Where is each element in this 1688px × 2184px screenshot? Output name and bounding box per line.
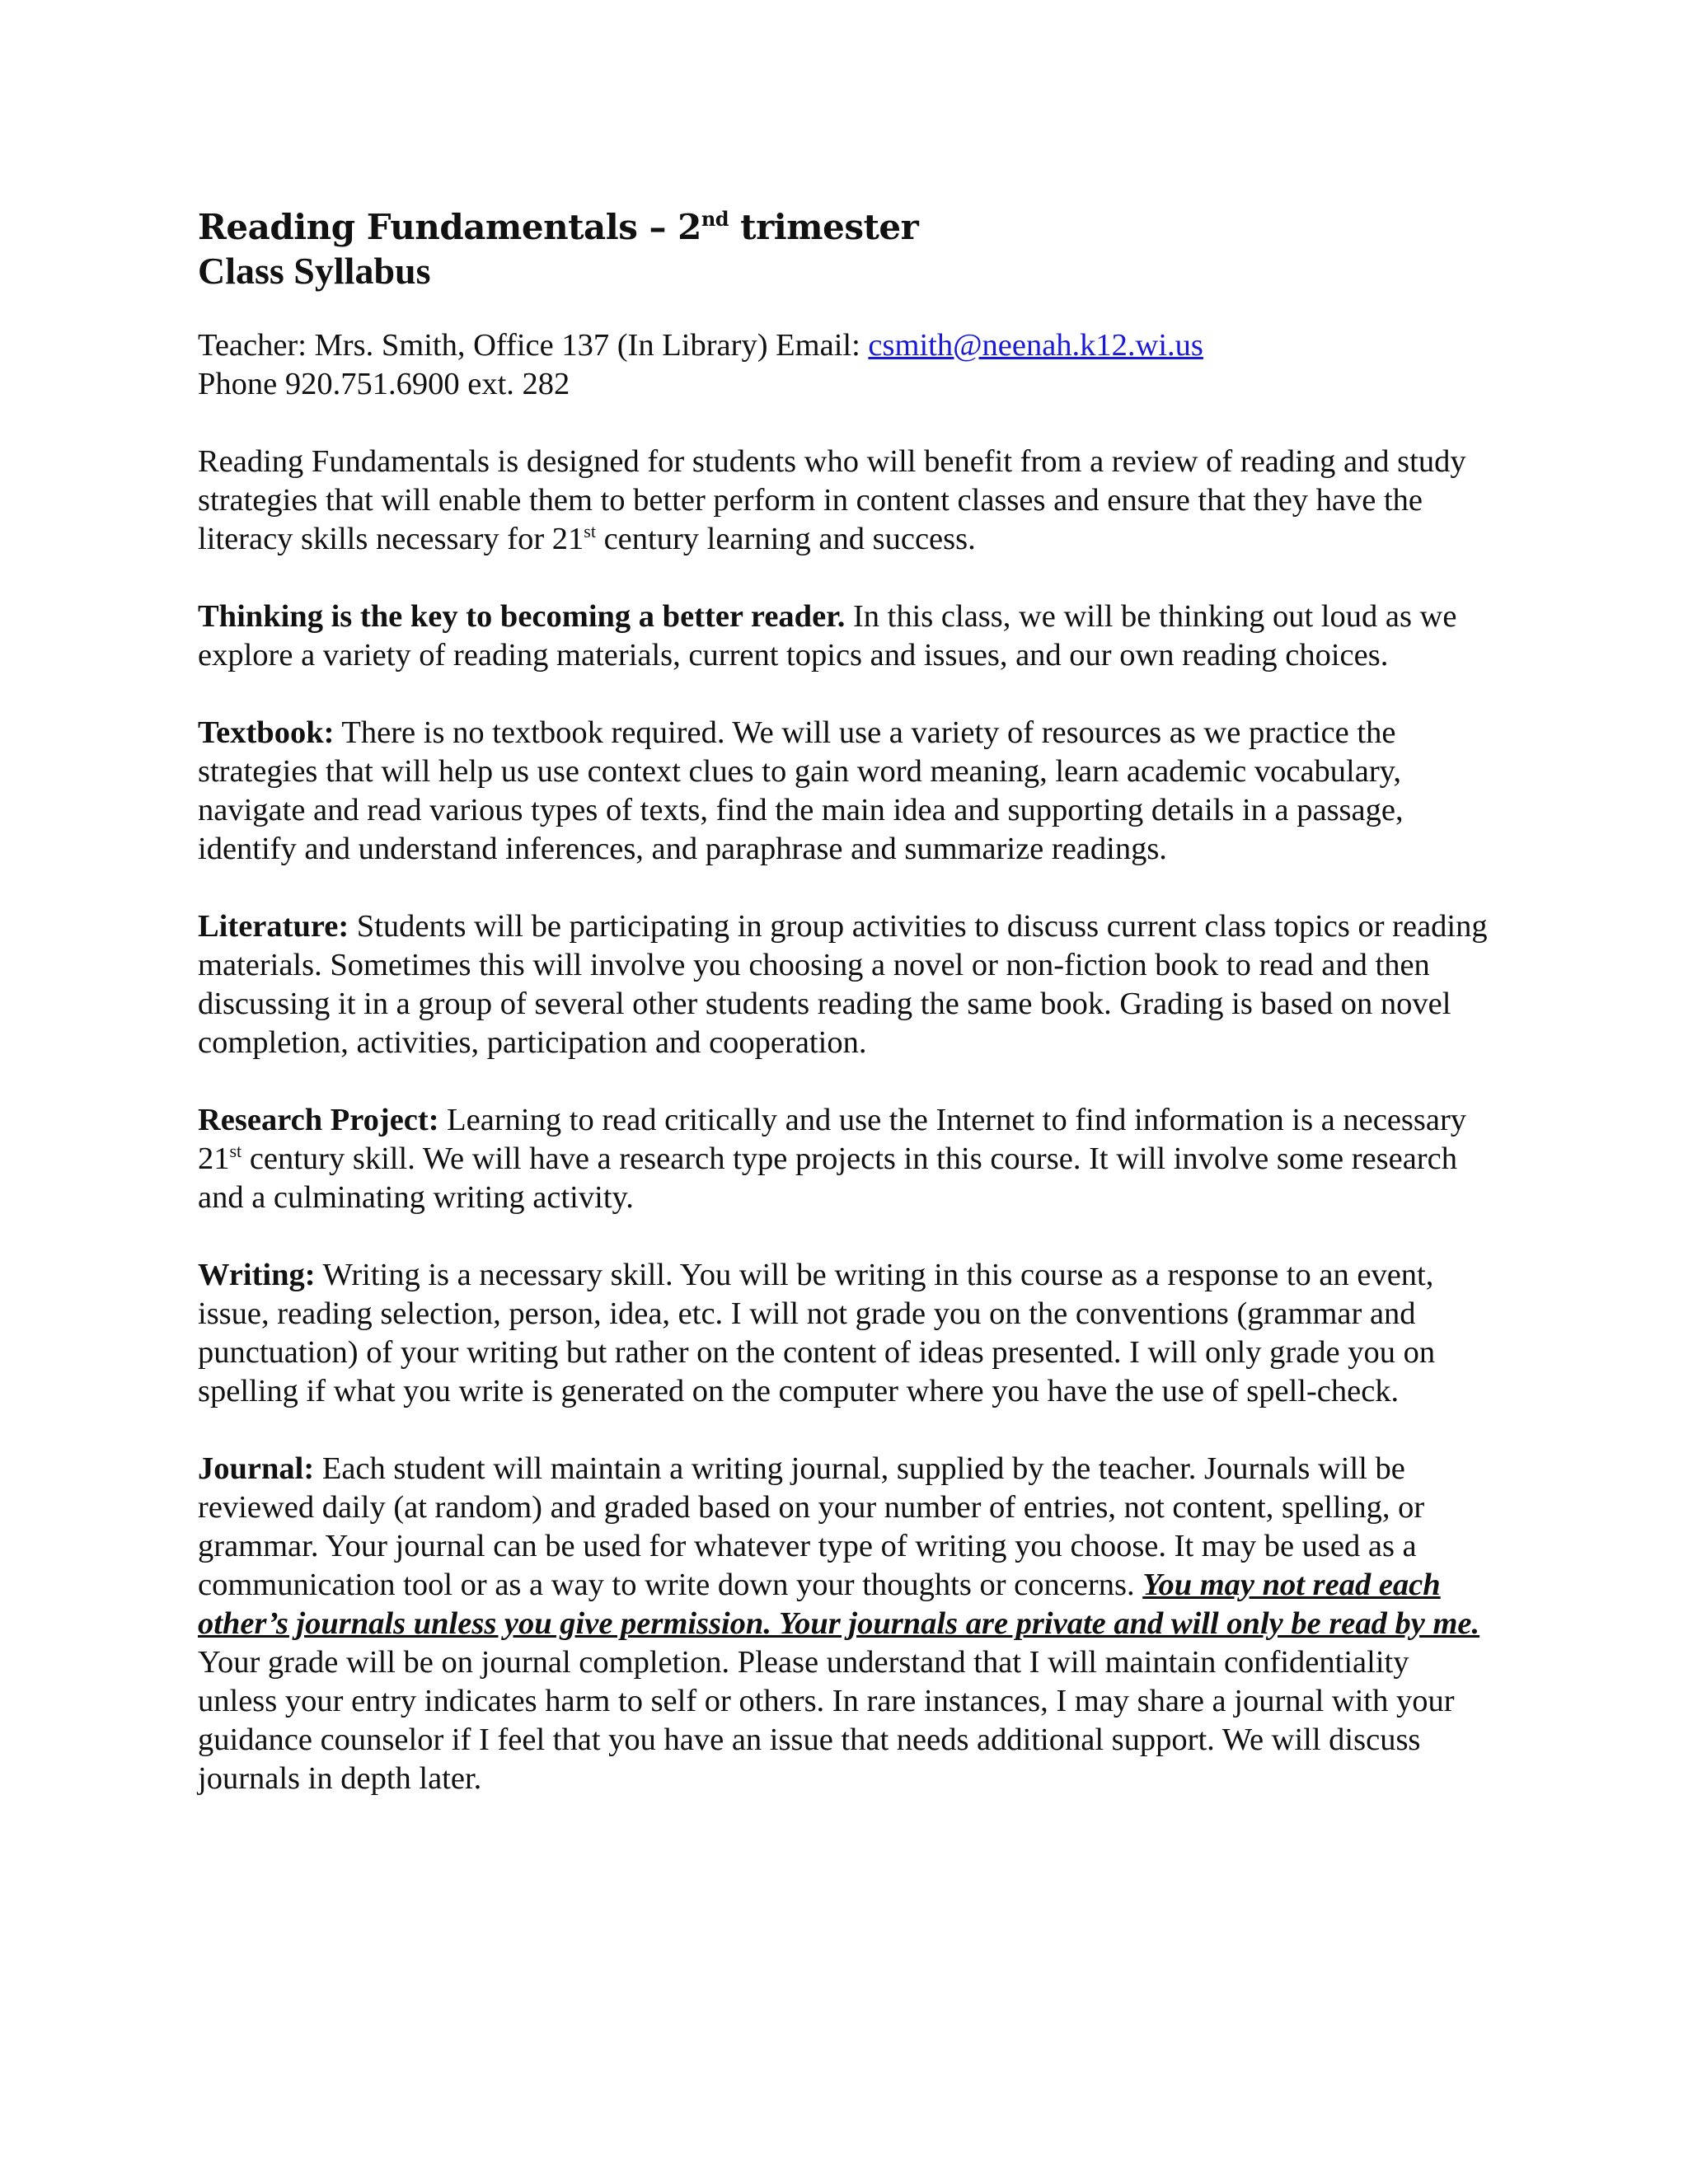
- research-lead: Research Project:: [198, 1103, 439, 1137]
- intro-ordinal: st: [584, 521, 596, 541]
- teacher-line: [198, 326, 1492, 365]
- journal-privacy-emphasis: You may not read each other’s journals unless you give permission. Your journals are private and will only be read by me.: [198, 1568, 1480, 1641]
- title-text: Reading Fundamentals – 2: [198, 207, 701, 247]
- writing-paragraph: [198, 1256, 1492, 1411]
- title-text-end: trimester: [729, 207, 919, 247]
- page-subtitle: Class Syllabus: [198, 250, 431, 292]
- intro-text: Reading Fundamentals is designed for students who will benefit from a review of reading and study strategies that will enable them to better perform in content classes and ensure that they have the literacy skills necessary for 21: [198, 444, 1466, 556]
- page-title: [198, 206, 1492, 249]
- thinking-lead: Thinking is the key to becoming a better reader.: [198, 599, 846, 634]
- journal-paragraph: [198, 1450, 1492, 1798]
- research-text: Learning to read critically and use the Internet to find information is a necessary 21: [198, 1103, 1467, 1176]
- textbook-lead: Textbook:: [198, 715, 335, 750]
- intro-text-end: century learning and success.: [595, 522, 976, 556]
- textbook-text: There is no textbook required. We will use a variety of resources as we practice the strategies that will help us use context clues to gain word meaning, learn academic vocabulary, navigate and read various types of texts, find the main idea and supporting details in a passage, identify and understand inferences, and paraphrase and summarize readings.: [198, 715, 1404, 866]
- textbook-paragraph: [198, 714, 1492, 869]
- research-text-end: century skill. We will have a research type projects in this course. It will involve some research and a culminating writing activity.: [198, 1141, 1457, 1215]
- thinking-paragraph: [198, 598, 1492, 675]
- research-ordinal: st: [229, 1141, 242, 1161]
- phone-line: Phone 920.751.6900 ext. 282: [198, 367, 570, 401]
- contact-info: [198, 326, 1492, 404]
- journal-text-end: Your grade will be on journal completion. Please understand that I will maintain confidentiality unless your entry indicates harm to self or others. In rare instances, I may share a journal with your guidance counselor if I feel that you have an issue that needs additional support. We will discuss journals in depth later.: [198, 1645, 1455, 1796]
- title-ordinal: nd: [701, 207, 729, 231]
- intro-paragraph: [198, 443, 1492, 559]
- literature-text: Students will be participating in group activities to discuss current class topics or reading materials. Sometimes this will involve you choosing a novel or non-fiction book to read and then discussing it in a group of several other students reading the same book. Grading is based on novel completion, activities, participation and cooperation.: [198, 909, 1488, 1060]
- email-link[interactable]: csmith@neenah.k12.wi.us: [868, 328, 1203, 363]
- writing-lead: Writing:: [198, 1258, 316, 1292]
- journal-text: Each student will maintain a writing journal, supplied by the teacher. Journals will be reviewed daily (at random) and graded based on your number of entries, not content, spelling, or grammar. Your journal can be used for whatever type of writing you choose. It may be used as a communication tool or as a way to write down your thoughts or concerns.: [198, 1451, 1425, 1602]
- literature-paragraph: [198, 907, 1492, 1062]
- research-paragraph: [198, 1101, 1492, 1217]
- syllabus-page: [198, 206, 1492, 1837]
- literature-lead: Literature:: [198, 909, 349, 944]
- teacher-text: Teacher: Mrs. Smith, Office 137 (In Library) Email:: [198, 328, 869, 363]
- thinking-text: In this class, we will be thinking out loud as we explore a variety of reading materials, current topics and issues, and our own reading choices.: [198, 599, 1457, 673]
- journal-lead: Journal:: [198, 1451, 315, 1486]
- writing-text: Writing is a necessary skill. You will be writing in this course as a response to an event, issue, reading selection, person, idea, etc. I will not grade you on the conventions (grammar and punctuation) of your writing but rather on the content of ideas presented. I will only grade you on spelling if what you write is generated on the computer where you have the use of spell-check.: [198, 1258, 1436, 1408]
